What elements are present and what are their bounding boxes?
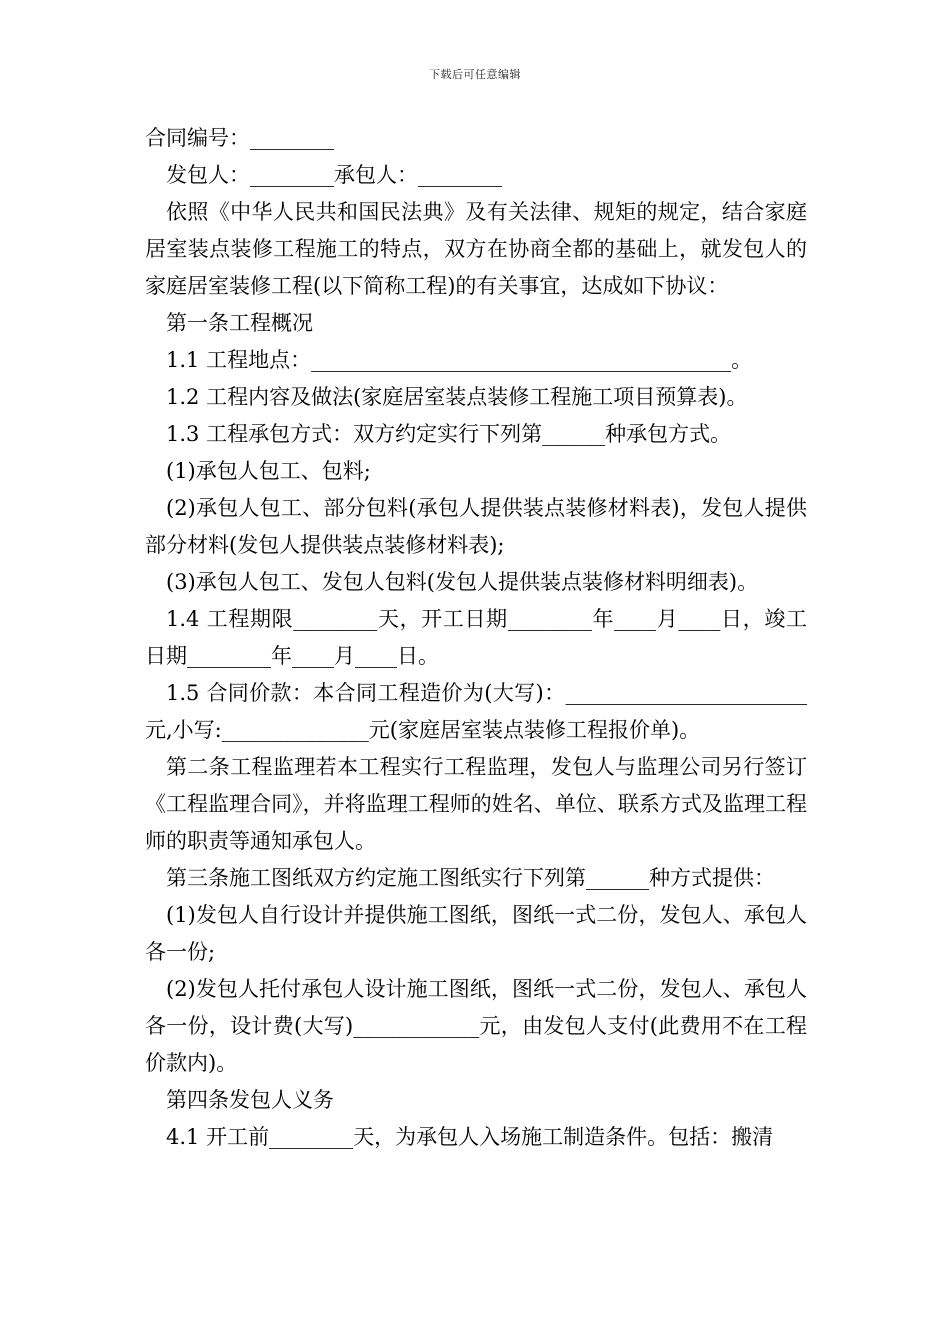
drawing-option-1: (1)发包人自行设计并提供施工图纸，图纸一式二份，发包人、承包人各一份; bbox=[145, 903, 807, 964]
article-4-heading: 第四条发包人义务 bbox=[166, 1088, 334, 1112]
preamble-paragraph: 依照《中华人民共和国民法典》及有关法律、规矩的规定，结合家庭居室装点装修工程施工的特点，双方在协商全都的基础上，就发包人的家庭居室装修工程(以下简称工程)的有关事宜，达成如下协议： bbox=[145, 200, 807, 298]
article-1-heading: 第一条工程概况 bbox=[166, 311, 313, 335]
article-3-paragraph: 第三条施工图纸双方约定施工图纸实行下列第______种方式提供： bbox=[166, 866, 775, 890]
clause-1-5: 1.5 合同价款：本合同工程造价为(大写)：_______________________元,小写:______________元(家庭居室装点装修工程报价单)。 bbox=[145, 681, 807, 742]
article-2-paragraph: 第二条工程监理若本工程实行工程监理，发包人与监理公司另行签订《工程监理合同》，并将监理工程师的姓名、单位、联系方式及监理工程师的职责等通知承包人。 bbox=[145, 755, 807, 853]
option-1: (1)承包人包工、包料; bbox=[166, 459, 371, 483]
parties-line: 发包人：________承包人：________ bbox=[166, 163, 502, 187]
clause-1-4: 1.4 工程期限________天，开工日期________年____月____日，竣工日期________年____月____日。 bbox=[145, 607, 807, 668]
contract-body bbox=[145, 120, 807, 1156]
clause-1-2: 1.2 工程内容及做法(家庭居室装点装修工程施工项目预算表)。 bbox=[166, 385, 748, 409]
option-2: (2)承包人包工、部分包料(承包人提供装点装修材料表)，发包人提供部分材料(发包人提供装点装修材料表); bbox=[145, 496, 807, 557]
option-3: (3)承包人包工、发包人包料(发包人提供装点装修材料明细表)。 bbox=[166, 570, 759, 594]
clause-1-3: 1.3 工程承包方式：双方约定实行下列第______种承包方式。 bbox=[166, 422, 732, 446]
clause-1-1: 1.1 工程地点：________________________________________。 bbox=[166, 348, 753, 372]
drawing-option-2: (2)发包人托付承包人设计施工图纸，图纸一式二份，发包人、承包人各一份，设计费(大写)____________元，由发包人支付(此费用不在工程价款内)。 bbox=[145, 977, 807, 1075]
clause-4-1: 4.1 开工前________天，为承包人入场施工制造条件。包括：搬清 bbox=[166, 1125, 774, 1149]
header-note: 下载后可任意编辑 bbox=[429, 68, 521, 81]
contract-number-line: 合同编号：________ bbox=[145, 126, 334, 150]
